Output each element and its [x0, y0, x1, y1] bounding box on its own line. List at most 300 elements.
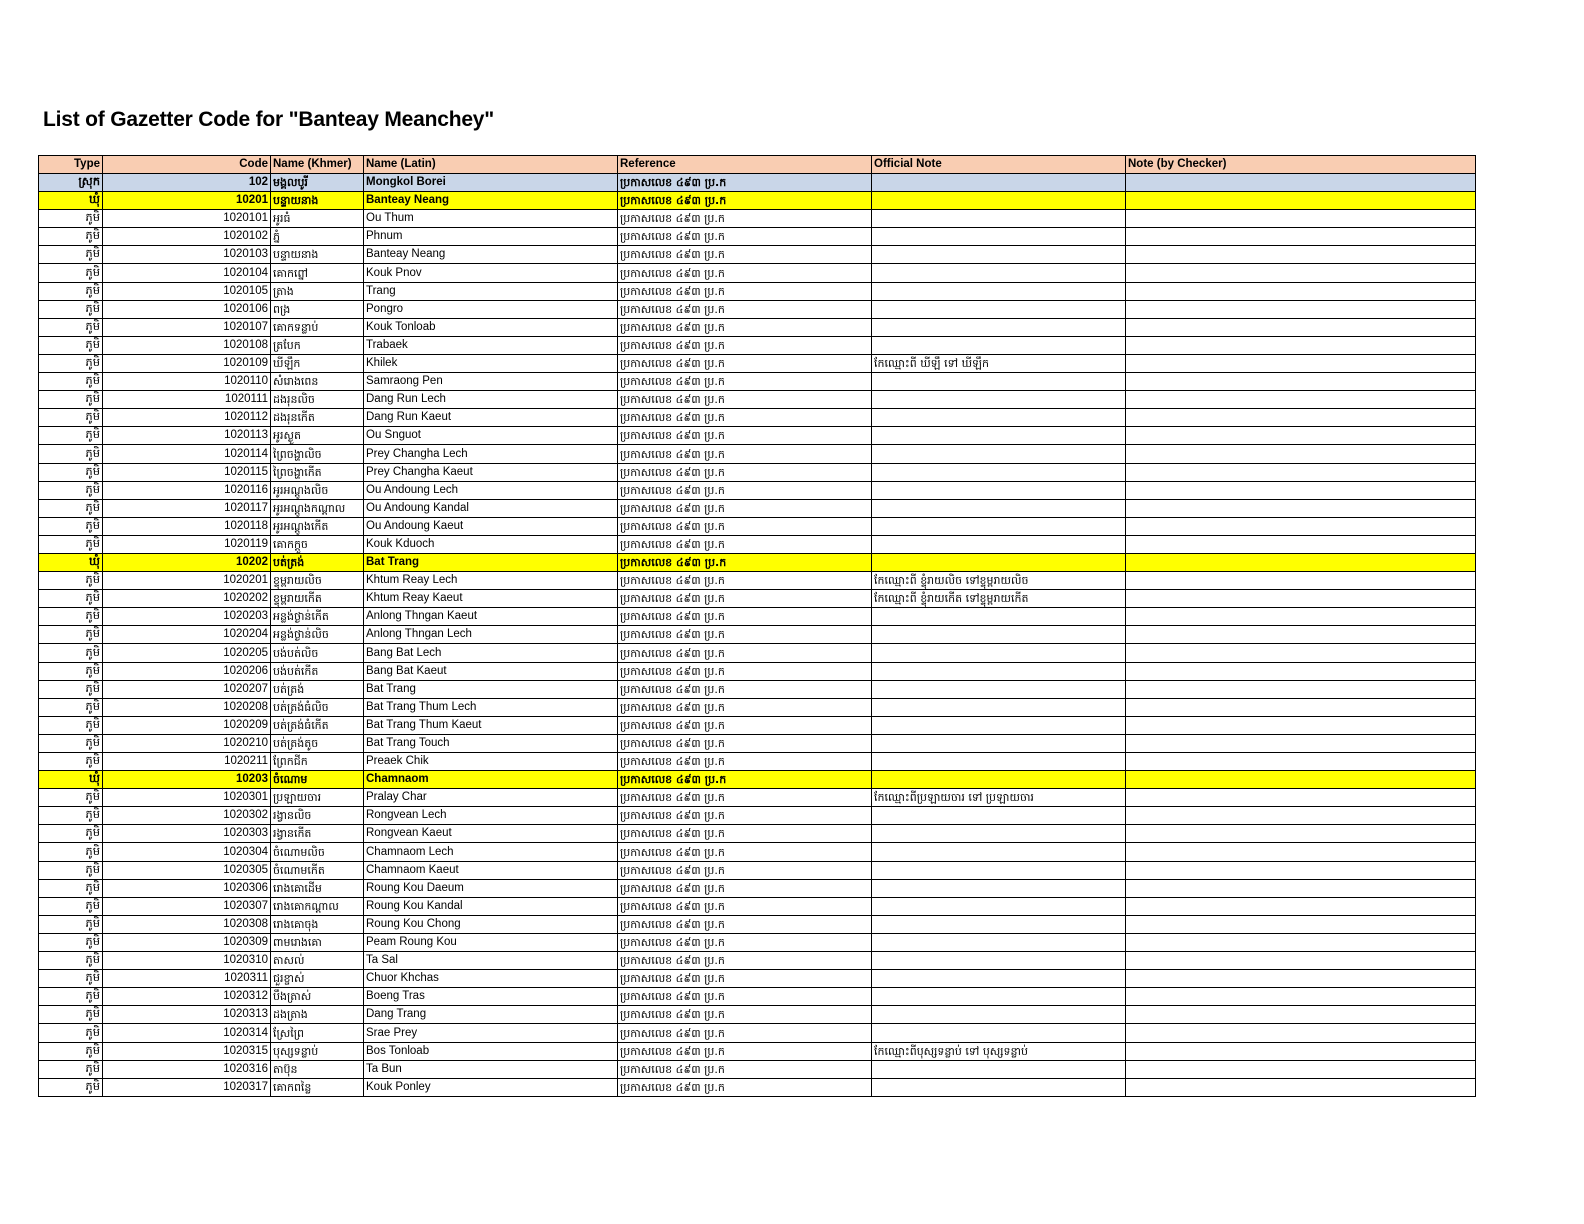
name-latin-cell: Banteay Neang	[364, 246, 618, 264]
code-cell: 1020205	[103, 644, 271, 662]
type-cell: ភូមិ	[39, 264, 103, 282]
reference-cell: ប្រកាសលេខ ៤៩៣ ប្រ.ក	[618, 499, 872, 517]
name-khmer-cell: ស្រែព្រៃ	[271, 1024, 364, 1042]
name-latin-cell: Prey Changha Lech	[364, 445, 618, 463]
name-latin-cell: Chamnaom	[364, 771, 618, 789]
code-cell: 1020317	[103, 1078, 271, 1096]
commune-row	[39, 192, 1476, 210]
type-cell: ឃុំ	[39, 553, 103, 571]
village-row	[39, 373, 1476, 391]
reference-cell: ប្រកាសលេខ ៤៩៣ ប្រ.ក	[618, 427, 872, 445]
checker-note-cell	[1126, 753, 1476, 771]
reference-cell: ប្រកាសលេខ ៤៩៣ ប្រ.ក	[618, 246, 872, 264]
name-latin-cell: Boeng Tras	[364, 988, 618, 1006]
name-khmer-cell: រោងគោកណ្ដាល	[271, 897, 364, 915]
reference-cell: ប្រកាសលេខ ៤៩៣ ប្រ.ក	[618, 952, 872, 970]
reference-cell: ប្រកាសលេខ ៤៩៣ ប្រ.ក	[618, 825, 872, 843]
official-note-cell	[872, 879, 1126, 897]
name-latin-cell: Ou Snguot	[364, 427, 618, 445]
official-note-cell	[872, 264, 1126, 282]
type-cell: ភូមិ	[39, 373, 103, 391]
checker-note-cell	[1126, 1060, 1476, 1078]
reference-cell: ប្រកាសលេខ ៤៩៣ ប្រ.ក	[618, 210, 872, 228]
code-cell: 1020206	[103, 662, 271, 680]
checker-note-cell	[1126, 409, 1476, 427]
reference-cell: ប្រកាសលេខ ៤៩៣ ប្រ.ក	[618, 698, 872, 716]
village-row	[39, 336, 1476, 354]
village-row	[39, 1042, 1476, 1060]
checker-note-cell	[1126, 933, 1476, 951]
reference-cell: ប្រកាសលេខ ៤៩៣ ប្រ.ក	[618, 644, 872, 662]
reference-cell: ប្រកាសលេខ ៤៩៣ ប្រ.ក	[618, 354, 872, 372]
name-khmer-cell: ត្របែក	[271, 336, 364, 354]
name-khmer-cell: បត់ត្រង់ធំលិច	[271, 698, 364, 716]
checker-note-cell	[1126, 771, 1476, 789]
village-row	[39, 264, 1476, 282]
name-khmer-cell: គោកក្ដួច	[271, 535, 364, 553]
header-official-note: Official Note	[872, 156, 1126, 174]
official-note-cell	[872, 246, 1126, 264]
village-row	[39, 463, 1476, 481]
type-cell: ភូមិ	[39, 1078, 103, 1096]
code-cell: 1020305	[103, 861, 271, 879]
official-note-cell	[872, 553, 1126, 571]
village-row	[39, 445, 1476, 463]
official-note-cell	[872, 300, 1126, 318]
name-khmer-cell: បត់ត្រង់តូច	[271, 734, 364, 752]
type-cell: ភូមិ	[39, 282, 103, 300]
name-latin-cell: Bat Trang Thum Kaeut	[364, 716, 618, 734]
official-note-cell	[872, 282, 1126, 300]
official-note-cell	[872, 409, 1126, 427]
type-cell: ភូមិ	[39, 753, 103, 771]
official-note-cell	[872, 716, 1126, 734]
code-cell: 1020112	[103, 409, 271, 427]
name-khmer-cell: ខ្ទុម្ពរាយកើត	[271, 590, 364, 608]
code-cell: 1020211	[103, 753, 271, 771]
reference-cell: ប្រកាសលេខ ៤៩៣ ប្រ.ក	[618, 535, 872, 553]
reference-cell: ប្រកាសលេខ ៤៩៣ ប្រ.ក	[618, 915, 872, 933]
name-latin-cell: Banteay Neang	[364, 192, 618, 210]
reference-cell: ប្រកាសលេខ ៤៩៣ ប្រ.ក	[618, 933, 872, 951]
reference-cell: ប្រកាសលេខ ៤៩៣ ប្រ.ក	[618, 897, 872, 915]
official-note-cell	[872, 970, 1126, 988]
name-latin-cell: Khilek	[364, 354, 618, 372]
name-latin-cell: Kouk Ponley	[364, 1078, 618, 1096]
village-row	[39, 228, 1476, 246]
checker-note-cell	[1126, 282, 1476, 300]
commune-row	[39, 771, 1476, 789]
reference-cell: ប្រកាសលេខ ៤៩៣ ប្រ.ក	[618, 716, 872, 734]
type-cell: ឃុំ	[39, 192, 103, 210]
type-cell: ភូមិ	[39, 807, 103, 825]
type-cell: ភូមិ	[39, 463, 103, 481]
village-row	[39, 897, 1476, 915]
name-latin-cell: Dang Trang	[364, 1006, 618, 1024]
checker-note-cell	[1126, 988, 1476, 1006]
name-latin-cell: Kouk Kduoch	[364, 535, 618, 553]
village-row	[39, 1060, 1476, 1078]
code-cell: 1020210	[103, 734, 271, 752]
code-cell: 1020115	[103, 463, 271, 481]
type-cell: ភូមិ	[39, 1024, 103, 1042]
type-cell: ភូមិ	[39, 698, 103, 716]
village-row	[39, 427, 1476, 445]
name-latin-cell: Dang Run Kaeut	[364, 409, 618, 427]
checker-note-cell	[1126, 662, 1476, 680]
reference-cell: ប្រកាសលេខ ៤៩៣ ប្រ.ក	[618, 1042, 872, 1060]
name-latin-cell: Anlong Thngan Lech	[364, 626, 618, 644]
code-cell: 10203	[103, 771, 271, 789]
official-note-cell	[872, 174, 1126, 192]
reference-cell: ប្រកាសលេខ ៤៩៣ ប្រ.ក	[618, 1024, 872, 1042]
official-note-cell	[872, 445, 1126, 463]
checker-note-cell	[1126, 825, 1476, 843]
official-note-cell: កែឈ្មោះពី ខ្ទុំរាយកើត ទៅខ្ទុម្ពរាយកើត	[872, 590, 1126, 608]
name-khmer-cell: ត្រាង	[271, 282, 364, 300]
village-row	[39, 282, 1476, 300]
village-row	[39, 210, 1476, 228]
name-khmer-cell: គោកពន្លៃ	[271, 1078, 364, 1096]
official-note-cell: កែឈ្មោះពីប្រឡាយចារ ទៅ ប្រឡាយចារ	[872, 789, 1126, 807]
code-cell: 1020316	[103, 1060, 271, 1078]
reference-cell: ប្រកាសលេខ ៤៩៣ ប្រ.ក	[618, 282, 872, 300]
reference-cell: ប្រកាសលេខ ៤៩៣ ប្រ.ក	[618, 1078, 872, 1096]
type-cell: ភូមិ	[39, 481, 103, 499]
name-latin-cell: Bat Trang	[364, 553, 618, 571]
village-row	[39, 698, 1476, 716]
reference-cell: ប្រកាសលេខ ៤៩៣ ប្រ.ក	[618, 861, 872, 879]
type-cell: ភូមិ	[39, 879, 103, 897]
name-khmer-cell: អូរអណ្ដូងលិច	[271, 481, 364, 499]
reference-cell: ប្រកាសលេខ ៤៩៣ ប្រ.ក	[618, 463, 872, 481]
type-cell: ភូមិ	[39, 716, 103, 734]
checker-note-cell	[1126, 318, 1476, 336]
name-khmer-cell: អន្លង់ថ្ងាន់លិច	[271, 626, 364, 644]
checker-note-cell	[1126, 1006, 1476, 1024]
checker-note-cell	[1126, 1078, 1476, 1096]
reference-cell: ប្រកាសលេខ ៤៩៣ ប្រ.ក	[618, 300, 872, 318]
name-latin-cell: Ou Thum	[364, 210, 618, 228]
code-cell: 10201	[103, 192, 271, 210]
code-cell: 1020109	[103, 354, 271, 372]
code-cell: 1020303	[103, 825, 271, 843]
type-cell: ភូមិ	[39, 626, 103, 644]
name-khmer-cell: គោកទន្លាប់	[271, 318, 364, 336]
type-cell: ភូមិ	[39, 210, 103, 228]
name-latin-cell: Srae Prey	[364, 1024, 618, 1042]
village-row	[39, 680, 1476, 698]
village-row	[39, 572, 1476, 590]
type-cell: ភូមិ	[39, 825, 103, 843]
checker-note-cell	[1126, 897, 1476, 915]
type-cell: ភូមិ	[39, 300, 103, 318]
code-cell: 1020207	[103, 680, 271, 698]
village-row	[39, 535, 1476, 553]
official-note-cell	[872, 1006, 1126, 1024]
code-cell: 1020105	[103, 282, 271, 300]
name-khmer-cell: រង្វានលិច	[271, 807, 364, 825]
official-note-cell	[872, 825, 1126, 843]
code-cell: 1020209	[103, 716, 271, 734]
name-latin-cell: Phnum	[364, 228, 618, 246]
checker-note-cell	[1126, 445, 1476, 463]
name-latin-cell: Chamnaom Lech	[364, 843, 618, 861]
official-note-cell	[872, 1024, 1126, 1042]
village-row	[39, 626, 1476, 644]
checker-note-cell	[1126, 174, 1476, 192]
reference-cell: ប្រកាសលេខ ៤៩៣ ប្រ.ក	[618, 680, 872, 698]
official-note-cell	[872, 499, 1126, 517]
checker-note-cell	[1126, 879, 1476, 897]
village-row	[39, 1024, 1476, 1042]
header-code: Code	[103, 156, 271, 174]
reference-cell: ប្រកាសលេខ ៤៩៣ ប្រ.ក	[618, 481, 872, 499]
village-row	[39, 499, 1476, 517]
type-cell: ស្រុក	[39, 174, 103, 192]
official-note-cell	[872, 427, 1126, 445]
name-latin-cell: Bat Trang Touch	[364, 734, 618, 752]
village-row	[39, 753, 1476, 771]
code-cell: 1020302	[103, 807, 271, 825]
checker-note-cell	[1126, 373, 1476, 391]
code-cell: 1020117	[103, 499, 271, 517]
name-khmer-cell: ពាមរោងគោ	[271, 933, 364, 951]
code-cell: 1020108	[103, 336, 271, 354]
name-latin-cell: Trang	[364, 282, 618, 300]
name-latin-cell: Anlong Thngan Kaeut	[364, 608, 618, 626]
official-note-cell	[872, 517, 1126, 535]
type-cell: ភូមិ	[39, 246, 103, 264]
page-title: List of Gazetter Code for "Banteay Meanchey"	[43, 108, 495, 131]
code-cell: 1020119	[103, 535, 271, 553]
checker-note-cell	[1126, 572, 1476, 590]
reference-cell: ប្រកាសលេខ ៤៩៣ ប្រ.ក	[618, 572, 872, 590]
checker-note-cell	[1126, 264, 1476, 282]
name-latin-cell: Khtum Reay Lech	[364, 572, 618, 590]
type-cell: ភូមិ	[39, 445, 103, 463]
village-row	[39, 843, 1476, 861]
code-cell: 1020203	[103, 608, 271, 626]
code-cell: 1020201	[103, 572, 271, 590]
name-latin-cell: Mongkol Borei	[364, 174, 618, 192]
village-row	[39, 734, 1476, 752]
reference-cell: ប្រកាសលេខ ៤៩៣ ប្រ.ក	[618, 970, 872, 988]
official-note-cell	[872, 807, 1126, 825]
code-cell: 1020311	[103, 970, 271, 988]
type-cell: ភូមិ	[39, 336, 103, 354]
code-cell: 1020208	[103, 698, 271, 716]
type-cell: ភូមិ	[39, 391, 103, 409]
name-khmer-cell: អន្លង់ថ្ងាន់កើត	[271, 608, 364, 626]
name-khmer-cell: បត់ត្រង់ធំកើត	[271, 716, 364, 734]
type-cell: ភូមិ	[39, 952, 103, 970]
village-row	[39, 590, 1476, 608]
official-note-cell	[872, 463, 1126, 481]
name-khmer-cell: បន្ទាយនាង	[271, 192, 364, 210]
reference-cell: ប្រកាសលេខ ៤៩៣ ប្រ.ក	[618, 734, 872, 752]
name-latin-cell: Kouk Pnov	[364, 264, 618, 282]
name-khmer-cell: ព្រែកជីក	[271, 753, 364, 771]
village-row	[39, 391, 1476, 409]
code-cell: 1020111	[103, 391, 271, 409]
name-latin-cell: Khtum Reay Kaeut	[364, 590, 618, 608]
name-latin-cell: Ta Sal	[364, 952, 618, 970]
type-cell: ភូមិ	[39, 1060, 103, 1078]
checker-note-cell	[1126, 499, 1476, 517]
reference-cell: ប្រកាសលេខ ៤៩៣ ប្រ.ក	[618, 409, 872, 427]
code-cell: 1020313	[103, 1006, 271, 1024]
checker-note-cell	[1126, 391, 1476, 409]
district-row	[39, 174, 1476, 192]
reference-cell: ប្រកាសលេខ ៤៩៣ ប្រ.ក	[618, 590, 872, 608]
header-row	[39, 156, 1476, 174]
name-khmer-cell: បន្ទាយនាង	[271, 246, 364, 264]
name-latin-cell: Roung Kou Kandal	[364, 897, 618, 915]
type-cell: ភូមិ	[39, 354, 103, 372]
type-cell: ភូមិ	[39, 409, 103, 427]
village-row	[39, 915, 1476, 933]
name-latin-cell: Bat Trang	[364, 680, 618, 698]
name-latin-cell: Dang Run Lech	[364, 391, 618, 409]
code-cell: 1020310	[103, 952, 271, 970]
checker-note-cell	[1126, 608, 1476, 626]
checker-note-cell	[1126, 915, 1476, 933]
reference-cell: ប្រកាសលេខ ៤៩៣ ប្រ.ក	[618, 553, 872, 571]
village-row	[39, 933, 1476, 951]
name-khmer-cell: ចំណោម	[271, 771, 364, 789]
type-cell: ភូមិ	[39, 1006, 103, 1024]
type-cell: ភូមិ	[39, 590, 103, 608]
type-cell: ភូមិ	[39, 734, 103, 752]
name-latin-cell: Prey Changha Kaeut	[364, 463, 618, 481]
name-latin-cell: Samraong Pen	[364, 373, 618, 391]
official-note-cell	[872, 734, 1126, 752]
checker-note-cell	[1126, 952, 1476, 970]
name-khmer-cell: បត់ត្រង់	[271, 553, 364, 571]
village-row	[39, 1078, 1476, 1096]
reference-cell: ប្រកាសលេខ ៤៩៣ ប្រ.ក	[618, 626, 872, 644]
type-cell: ភូមិ	[39, 680, 103, 698]
name-khmer-cell: រោងគោចុង	[271, 915, 364, 933]
name-khmer-cell: អូរអណ្ដូងកណ្ដាល	[271, 499, 364, 517]
name-khmer-cell: បង់បត់កើត	[271, 662, 364, 680]
name-latin-cell: Preaek Chik	[364, 753, 618, 771]
header-name-latin: Name (Latin)	[364, 156, 618, 174]
name-khmer-cell: អូរស្ងួត	[271, 427, 364, 445]
code-cell: 1020104	[103, 264, 271, 282]
name-latin-cell: Kouk Tonloab	[364, 318, 618, 336]
code-cell: 1020102	[103, 228, 271, 246]
name-khmer-cell: អូរអណ្ដូងកើត	[271, 517, 364, 535]
gazetteer-table	[38, 155, 1476, 1097]
reference-cell: ប្រកាសលេខ ៤៩៣ ប្រ.ក	[618, 843, 872, 861]
name-khmer-cell: ដងរុនកើត	[271, 409, 364, 427]
name-khmer-cell: ជួរខ្ចាស់	[271, 970, 364, 988]
name-khmer-cell: តាសល់	[271, 952, 364, 970]
reference-cell: ប្រកាសលេខ ៤៩៣ ប្រ.ក	[618, 662, 872, 680]
type-cell: ភូមិ	[39, 789, 103, 807]
checker-note-cell	[1126, 843, 1476, 861]
checker-note-cell	[1126, 553, 1476, 571]
name-latin-cell: Bat Trang Thum Lech	[364, 698, 618, 716]
name-khmer-cell: សំរោងពេន	[271, 373, 364, 391]
official-note-cell	[872, 535, 1126, 553]
code-cell: 1020114	[103, 445, 271, 463]
village-row	[39, 354, 1476, 372]
official-note-cell	[872, 228, 1126, 246]
reference-cell: ប្រកាសលេខ ៤៩៣ ប្រ.ក	[618, 753, 872, 771]
reference-cell: ប្រកាសលេខ ៤៩៣ ប្រ.ក	[618, 988, 872, 1006]
checker-note-cell	[1126, 734, 1476, 752]
name-latin-cell: Bos Tonloab	[364, 1042, 618, 1060]
name-latin-cell: Ou Andoung Kandal	[364, 499, 618, 517]
village-row	[39, 988, 1476, 1006]
village-row	[39, 716, 1476, 734]
type-cell: ឃុំ	[39, 771, 103, 789]
name-latin-cell: Roung Kou Chong	[364, 915, 618, 933]
checker-note-cell	[1126, 300, 1476, 318]
type-cell: ភូមិ	[39, 1042, 103, 1060]
name-latin-cell: Ou Andoung Kaeut	[364, 517, 618, 535]
type-cell: ភូមិ	[39, 843, 103, 861]
name-khmer-cell: ពង្រ	[271, 300, 364, 318]
type-cell: ភូមិ	[39, 427, 103, 445]
name-khmer-cell: បឹងត្រាស់	[271, 988, 364, 1006]
code-cell: 10202	[103, 553, 271, 571]
official-note-cell	[872, 210, 1126, 228]
name-khmer-cell: ព្រៃចង្ហាកើត	[271, 463, 364, 481]
reference-cell: ប្រកាសលេខ ៤៩៣ ប្រ.ក	[618, 517, 872, 535]
reference-cell: ប្រកាសលេខ ៤៩៣ ប្រ.ក	[618, 789, 872, 807]
code-cell: 1020113	[103, 427, 271, 445]
name-latin-cell: Pralay Char	[364, 789, 618, 807]
name-latin-cell: Ou Andoung Lech	[364, 481, 618, 499]
code-cell: 1020101	[103, 210, 271, 228]
name-latin-cell: Peam Roung Kou	[364, 933, 618, 951]
checker-note-cell	[1126, 336, 1476, 354]
village-row	[39, 789, 1476, 807]
official-note-cell	[872, 843, 1126, 861]
name-khmer-cell: ឃីឡឹក	[271, 354, 364, 372]
checker-note-cell	[1126, 228, 1476, 246]
official-note-cell	[872, 662, 1126, 680]
reference-cell: ប្រកាសលេខ ៤៩៣ ប្រ.ក	[618, 807, 872, 825]
name-latin-cell: Rongvean Lech	[364, 807, 618, 825]
type-cell: ភូមិ	[39, 644, 103, 662]
checker-note-cell	[1126, 716, 1476, 734]
official-note-cell: កែឈ្មោះពី ឃីឡឹ ទៅ ឃីឡឹក	[872, 354, 1126, 372]
official-note-cell	[872, 952, 1126, 970]
reference-cell: ប្រកាសលេខ ៤៩៣ ប្រ.ក	[618, 228, 872, 246]
village-row	[39, 644, 1476, 662]
code-cell: 1020309	[103, 933, 271, 951]
type-cell: ភូមិ	[39, 897, 103, 915]
name-latin-cell: Ta Bun	[364, 1060, 618, 1078]
type-cell: ភូមិ	[39, 608, 103, 626]
type-cell: ភូមិ	[39, 228, 103, 246]
type-cell: ភូមិ	[39, 318, 103, 336]
village-row	[39, 662, 1476, 680]
official-note-cell	[872, 897, 1126, 915]
village-row	[39, 300, 1476, 318]
checker-note-cell	[1126, 1042, 1476, 1060]
official-note-cell	[872, 698, 1126, 716]
type-cell: ភូមិ	[39, 572, 103, 590]
official-note-cell	[872, 192, 1126, 210]
official-note-cell	[872, 373, 1126, 391]
type-cell: ភូមិ	[39, 933, 103, 951]
